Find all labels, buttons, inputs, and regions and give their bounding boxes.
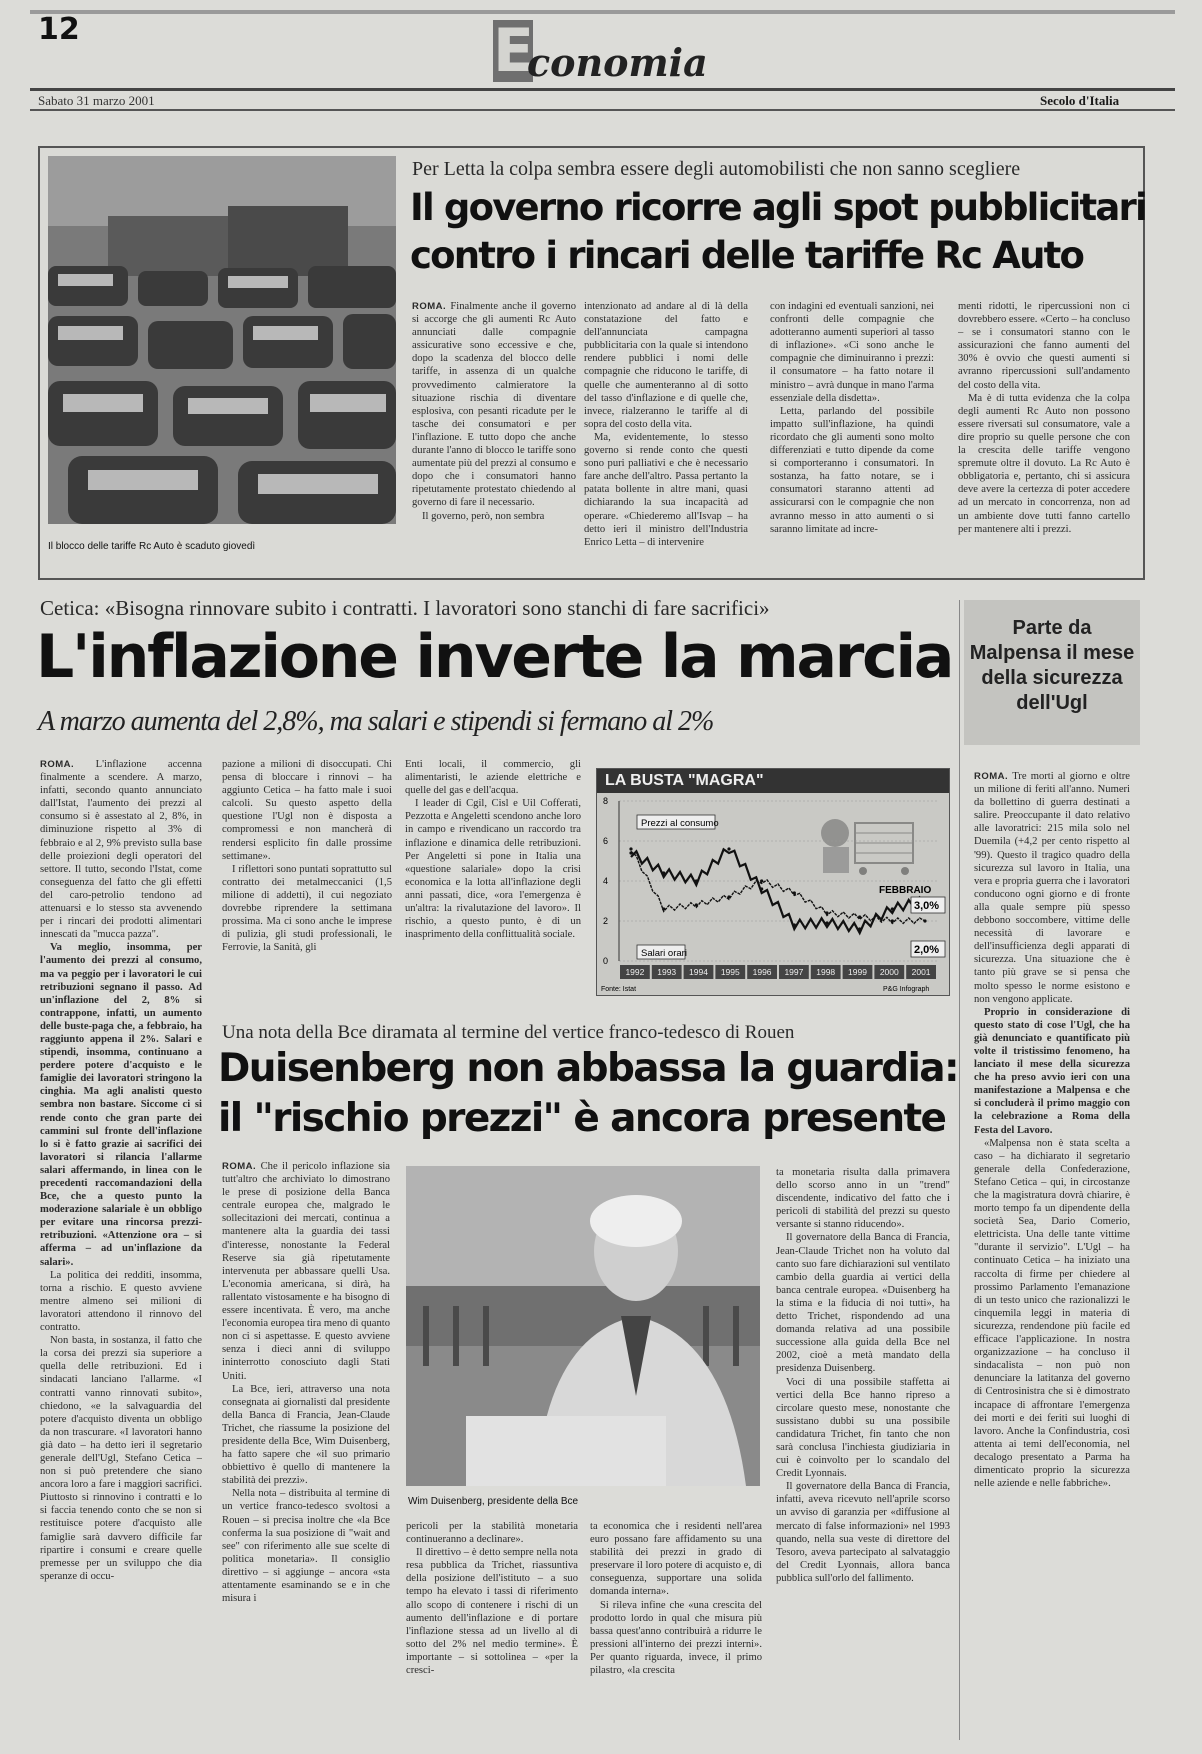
- paragraph: con indagini ed eventuali sanzioni, nei confronti delle compagnie che adotteranno aumenti superiori al tasso di inflazione». «Ci sono anche le compagnie che diminuiranno i prezzi: il consumatore – ha fatto notare il ministro – avrà dunque in mano l'arma essenziale della disdetta».: [770, 301, 934, 404]
- dateline: ROMA.: [222, 1161, 257, 1172]
- paragraph: Finalmente anche il governo si accorge che gli aumenti Rc Auto annunciati dalle compagnie assicurative sono eccessive e che, dopo la scadenza del blocco delle tariffe, in assenza di un qualche provvedimento calmieratore la situazione rischia di diventare esplosiva, con pesanti ricadute per le tasche dei consumatori e per l'inflazione. E tutto dopo che anche durante l'anno di blocco le tariffe sono aumentate più del prezzi al consumo e dopo che i consumatori hanno ripetutamente protestato chiedendo al governo di fare il necessario.: [412, 301, 576, 509]
- paragraph: ta economica che i residenti nell'area euro possano fare affidamento su una stabilità dei prezzi in grado di preservare il loro potere di acquisto e, di conseguenza, supportare una solida domanda interna».: [590, 1521, 762, 1598]
- traffic-jam-image: [48, 156, 396, 524]
- data-point: [695, 903, 698, 906]
- paragraph: Proprio in considerazione di questo stato di cose l'Ugl, che ha già denunciato e quantificato più volte il tristissimo fenomeno, ha lanciato il mese della sicurezza che ha preso avvio ieri con una manifestazione a Malpensa e che si concluderà il primo maggio con la celebrazione a Roma della Festa del Lavoro.: [974, 1006, 1130, 1136]
- data-point: [695, 879, 698, 882]
- data-point: [793, 891, 796, 894]
- article3-headline-2: il "rischio prezzi" è ancora presente: [218, 1096, 946, 1141]
- section-logo: [493, 16, 708, 86]
- paragraph: Tre morti al giorno e oltre un milione di feriti all'anno. Numeri da bollettino di guerra destinati a salire. Preoccupante il dato relativo alle lavoratrici: 215 mila solo nel Duemila (+4,2 per cento rispetto al '99). Questo il tragico quadro della sicurezza sul lavoro in Italia, una vera e propria guerra che i lavoratori conducono ogni giorno e di fronte alla quale sempre più spesso debbono soccombere, vittime delle necessità di lavorare e dell'insufficienza degli apparati di sicurezza. Una situazione che è tanto più grave se si pensa che molto spesso le norme esistono e non vengono applicate.: [974, 771, 1130, 1005]
- article3-kicker: Una nota della Bce diramata al termine del vertice franco-tedesco di Rouen: [222, 1022, 795, 1043]
- paragraph: ta monetaria risulta dalla primavera dello scorso anno in un "trend" discendente, indicativo del fatto che i pericoli di stabilità del prezzi su questo versante si stanno riducendo».: [776, 1167, 950, 1231]
- data-point: [858, 915, 861, 918]
- month-label: FEBBRAIO: [879, 885, 932, 896]
- x-tick-label: 1996: [752, 967, 772, 977]
- x-tick-label: 1999: [848, 967, 867, 977]
- article2-col3: [405, 758, 581, 1000]
- column-rule: [959, 600, 960, 1740]
- photo-caption-2: Wim Duisenberg, presidente della Bce: [408, 1496, 579, 1507]
- x-tick-label: 1994: [689, 967, 708, 977]
- article2-col1: [40, 758, 202, 1742]
- chart-title: LA BUSTA "MAGRA": [597, 769, 949, 793]
- paragraph: Ma è di tutta evidenza che la colpa degli aumenti Rc Auto non possono essere riversati sul consumatore, vale a dire proprio su quelle persone che con la crescita delle tariffe vengono spremute oltre il dovuto. La Rc Auto è obbligatoria e, pertanto, chi si assicura deve avere la certezza di poter accedere ad un mercato in concorrenza, non ad un ambiente dove tutti fanno cartello per mantenere alti i prezzi.: [958, 392, 1130, 535]
- portrait-image: [406, 1166, 760, 1486]
- date-line: Sabato 31 marzo 2001: [38, 93, 155, 108]
- data-point: [793, 923, 796, 926]
- article3-col1: [222, 1160, 390, 1740]
- dateline: ROMA.: [412, 301, 447, 312]
- paragraph: Si rileva infine che «una crescita del prodotto lordo in qual che misura più bassa quest'anno contribuirà a ridurre le pressioni all'interno dei prezzi interni». Per quanto riguarda, invece, il primo pilastro, «la crescita: [590, 1599, 762, 1677]
- article3-headline-1: Duisenberg non abbassa la guardia:: [218, 1046, 959, 1091]
- data-point: [662, 871, 665, 874]
- article1-kicker: Per Letta la colpa sembra essere degli automobilisti che non sanno scegliere: [412, 158, 1021, 180]
- header-rule-2: [30, 109, 1175, 111]
- y-tick-label: 2: [603, 916, 609, 926]
- traffic-photo: [48, 156, 396, 524]
- section-name: conomia: [527, 40, 708, 85]
- x-tick-label: 1993: [657, 967, 677, 977]
- paragraph: Il governo, però, non sembra: [422, 510, 545, 522]
- article3-col2: [406, 1520, 578, 1740]
- article1-col3: [770, 300, 934, 566]
- paragraph: La politica dei redditi, insomma, torna a rischio. E questo avviene mentre almeno sei milioni di lavoratori attendono il rinnovo del contratto.: [40, 1269, 202, 1334]
- photo-caption-1: Il blocco delle tariffe Rc Auto è scaduto giovedì: [48, 541, 256, 552]
- x-tick-label: 2000: [879, 967, 899, 977]
- paragraph: La Bce, ieri, attraverso una nota consegnata ai giornalisti dal presidente della Banca di Francia, Jean-Claude Trichet, che riassume la posizione del presidente della Bce, Wim Duisenberg, ha fatto sapere che «il suo primario obbiettivo è quello di mantenere la stabilità dei prezzi».: [222, 1383, 390, 1487]
- paragraph: «Malpensa non è stata scelta a caso – ha dichiarato il segretario generale della Confederazione, Stefano Cetica – qui, in circostanze che la magistratura dovrà chiarire, è morto tempo fa un dipendente della società Sea, Dario Comerio, elettricista. Una delle tante vittime "durante il servizio". L'Ugl – ha continuato Cetica – ha iniziato una raccolta di firme per chiedere al prossimo Parlamento l'emanazione di un testo unico che razionalizzi le cinquemila leggi in materia di sicurezza, rendendone più facile ed efficace l'applicazione. In nostra organizzazione – ha concluso il sindacalista – non può non denunciare la latitanza del governo di Centrosinistra che si è dimostrato incapace di affrontare l'emergenza dei morti e dei feriti sui luoghi di lavoro. Anche la Confindustria, così attenta ai temi dell'economia, nel decalogo presentato a Parma ha dimenticato proprio la sicurezza nelle aziende e nelle fabbriche».: [974, 1137, 1130, 1490]
- data-point: [825, 911, 828, 914]
- paragraph: Il governatore della Banca di Francia, infatti, aveva ricevuto nell'aprile scorso un avviso di garanzia per «diffusione al mercato di false informazioni» nel 1993 quando, nella sua veste di direttore del Tesoro, aveva partecipato al salvataggio del Credit Lyonnais, allora banca pubblica sull'orlo del fallimento.: [776, 1481, 950, 1584]
- wages-end-label: 2,0%: [914, 944, 940, 956]
- paragraph: pazione a milioni di disoccupati. Chi pensa di bloccare i rinnovi – ha aggiunto Cetica – ha fatto male i suoi calcoli. Su questo aspetto della questione l'Ugl non è disposta a compromessi e non mancherà di rendersi esplicito fin dalle prossime settimane».: [222, 759, 392, 862]
- dateline: ROMA.: [40, 759, 75, 770]
- sidebar-headline: Parte da Malpensa il mese della sicurezza dell'Ugl: [969, 617, 1135, 714]
- paragraph: Che il pericolo inflazione sia tutt'altro che archiviato lo dimostrano le prese di posizione della Banca centrale europea che, malgrado le sollecitazioni dei mercati, continua a mantenere alta la guardia dei tassi d'interesse, nonostante la Federal Reserve sia già ripetutamente intervenuta per abbassare quelli Usa. L'economia americana, si dirà, ha rallentato vistosamente e ha bisogno di essere incentivata. È vero, ma anche l'economia europea tira meno di quanto non ci si aspettasse. E questo avviene senza i dieci anni di sviluppo ininterrotto conosciuto dagli Stati Uniti.: [222, 1161, 390, 1382]
- paragraph: I leader di Cgil, Cisl e Uil Cofferati, Pezzotta e Angeletti scendono anche loro in campo e rivendicano un raccordo tra inflazione e dinamica delle retribuzioni. Per Angeletti si pone in Italia una «questione salariale» dopo la crisi economica e la lotta all'inflazione degli anni passati, dice, «ora l'emergenza è un'altra: la rivalutazione del lavoro». Il rischio, a questo punto, è di un inasprimento della conflittualità sociale.: [405, 798, 581, 941]
- article2-subhead: A marzo aumenta del 2,8%, ma salari e stipendi si fermano al 2%: [38, 706, 714, 737]
- sidebar-text: [974, 770, 1130, 1740]
- y-tick-label: 6: [603, 836, 609, 846]
- dateline: ROMA.: [974, 771, 1009, 782]
- x-tick-label: 2001: [911, 967, 931, 977]
- paragraph: I riflettori sono puntati soprattutto sul contratto dei metalmeccanici (1,5 milione di addetti), il cui negoziato dovrebbe riprendere la settimana prossima. Ma ci sono anche le imprese di pulizia, gli studi professionali, le Ferrovie, la Sanità, gli: [222, 863, 392, 954]
- y-tick-label: 4: [603, 876, 609, 886]
- data-point: [727, 895, 730, 898]
- paragraph: Voci di una possibile staffetta ai vertici della Bce hanno ripreso a circolare questo mese, nonostante che sussistano dubbi su una possibile candidatura Trichet, fin tanto che non sarà conclusa l'inchiesta giudiziaria in cui è coinvolto per lo scandalo del Credit Lyonnais.: [776, 1376, 950, 1480]
- article2-col2: [222, 758, 392, 1000]
- section-initial: E: [493, 16, 534, 86]
- header-rule: [30, 88, 1175, 91]
- paragraph: Ma, evidentemente, lo stesso governo si rende conto che questi sono puri palliativi e che è necessario fare anche dell'altro. Passa pertanto la patata bollente in altre mani, quasi dichiarando la sua incapacità ad operare. «Chiederemo all'Isvap – ha detto ieri il ministro dell'Industria Enrico Letta – di intervenire: [584, 431, 748, 548]
- duisenberg-photo: [406, 1166, 760, 1486]
- paragraph: pericoli per la stabilità monetaria continueranno a declinare».: [406, 1521, 578, 1546]
- data-point: [923, 919, 926, 922]
- data-point: [891, 919, 894, 922]
- data-point: [825, 921, 828, 924]
- busta-magra-chart: [596, 768, 950, 996]
- paragraph: intenzionato ad andare al di là della constatazione del fatto e dell'annunciata campagna pubblicitaria con la quale si intendono rendere pubblici i nomi delle compagnie che riducono le tariffe, di quelle che aumenteranno al di sotto del tasso d'inflazione e di quelle che, invece, rialzeranno le tariffe al di sopra del costo della vita.: [584, 301, 748, 430]
- paragraph: L'inflazione accenna finalmente a scendere. A marzo, infatti, secondo quanto annunciato dall'Istat, l'aumento dei prezzi al consumo si è assestato al 2, 8%, in diminuzione rispetto al 3% di febbraio e al 2, 9% previsto sulla base delle proiezioni degli operatori del settore. Il tutto, secondo l'Istat, come conseguenza del fatto che gli effetti del caro-petrolio tendono ad attenuarsi e lo stesso sta avvenendo per i rincari dei prodotti alimentari innescati da "mucca pazza".: [40, 759, 202, 941]
- x-tick-label: 1997: [784, 967, 804, 977]
- x-tick-label: 1998: [816, 967, 836, 977]
- paragraph: Non basta, in sostanza, il fatto che la corsa dei prezzi sia superiore a quella delle retribuzioni. Ed i sindacati lanciano l'allarme. «I contratti vanno rinnovati subito», chiedono, «e la salvaguardia del potere d'acquisto diventa un obbligo da non trascurare. «I lavoratori hanno già dato – ha detto ieri il segretario generale dell'Ugl, Stefano Cetica – non si può pretendere che siano ancora loro a fare i maggiori sacrifici. Piuttosto si rinnovino i contratti e lo si faccia tenendo conto che se non si restituisce potere d'acquisto alle famiglie sarà davvero difficile far ripartire i consumi e creare quelle premesse per un sviluppo che dia speranze di occu-: [40, 1335, 202, 1582]
- article1-col2: [584, 300, 748, 566]
- data-point: [858, 927, 861, 930]
- chart-credit: P&G Infograph: [883, 986, 930, 993]
- article3-col4: [776, 1166, 950, 1740]
- prices-end-label: 3,0%: [914, 900, 940, 912]
- article1-col1: [412, 300, 576, 566]
- data-point: [760, 887, 763, 890]
- article1-headline-2: contro i rincari delle tariffe Rc Auto: [410, 234, 1084, 277]
- paragraph: Il governatore della Banca di Francia, Jean-Claude Trichet non ha voluto dal canto suo fare dichiarazioni sul ventilato cambio della guardia ai vertici della banca centrale europea. «Duisenberg ha la stima e la fiducia di noi tutti», ha detto Trichet, rispondendo ad una domanda relativa ad una possibile successione alla guida della Bce nel 2002, cioè a metà mandato della presidenza Duisenberg.: [776, 1232, 950, 1375]
- data-point: [760, 879, 763, 882]
- chart-plot: [597, 793, 949, 995]
- y-tick-label: 8: [603, 796, 609, 806]
- paragraph: menti ridotti, le ripercussioni non ci dovrebbero essere. «Certo – ha concluso – se i consumatori stanno con le assicurazioni che fanno aumenti del 30% è ovvio che questi aumenti si avranno ripercussioni sull'andamento del costo della vita.: [958, 301, 1130, 391]
- chart-source: Fonte: Istat: [601, 986, 637, 993]
- paragraph: Enti locali, il commercio, gli alimentaristi, le aziende elettriche e quelle del gas e dell'acqua.: [405, 759, 581, 797]
- article1-col4: [958, 300, 1130, 566]
- y-tick-label: 0: [603, 956, 609, 966]
- paragraph: Il direttivo – è detto sempre nella nota resa pubblica da Trichet, riassuntiva della posizione dell'istituto – a suo tempo ha elevato i tassi di riferimento allo scopo di contenere i rischi di un aumento dell'inflazione e di portare l'inflazione stessa ad un livello al di sotto del 2% nel medio termine». È importante – si sottolinea – «per la cresci-: [406, 1547, 578, 1677]
- paragraph: Nella nota – distribuita al termine di un vertice franco-tedesco svoltosi a Rouen – si precisa inoltre che «la Bce conferma la sua posizione di "wait and see" con riferimento alle sue scelte di politica monetaria». Il consiglio direttivo – si aggiunge – ancora «sta attentamente esaminando se e in che misura i: [222, 1488, 390, 1605]
- data-point: [629, 847, 632, 850]
- article3-col3: [590, 1520, 762, 1740]
- data-point: [891, 907, 894, 910]
- article1-headline-1: Il governo ricorre agli spot pubblicitari: [410, 186, 1146, 229]
- top-rule: [30, 10, 1175, 14]
- x-tick-label: 1992: [625, 967, 645, 977]
- data-point: [662, 907, 665, 910]
- paragraph: Letta, parlando del possibile impatto sull'inflazione, ha quindi ricordato che gli aumenti sono molto differenziati e tutto dipende da come si comporteranno i consumatori. In sostanza, ha fatto notare, se i consumatori staranno attenti ad assicurarsi con le compagnie che non avranno messo in atto aumenti o si saranno limitate ad incre-: [770, 405, 934, 535]
- data-point: [727, 847, 730, 850]
- article2-kicker: Cetica: «Bisogna rinnovare subito i contratti. I lavoratori sono stanchi di fare sacrifici»: [40, 596, 770, 620]
- legend-wages: Salari orari: [641, 948, 687, 959]
- article2-headline: L'inflazione inverte la marcia: [36, 622, 953, 692]
- page-number: 12: [38, 12, 80, 47]
- paragraph: Va meglio, insomma, per l'aumento dei prezzi al consumo, ma va peggio per i lavoratori le cui retribuzioni segnano il passo. Ad un'inflazione del 2, 8% si contrappone, infatti, un aumento delle buste-paga che, a febbraio, ha raggiunto appena il 2%. Salari e stipendi, insomma, continuano a perdere potere d'acquisto e le famiglie dei lavoratori stringono la cinghia. Ma agli analisti questo sembra non bastare. Siccome ci si rende conto che gran parte dei cammini sul fronte dell'inflazione lo si è fatto grazie ai sacrifici dei lavoratori si rilancia l'allarme salari affermando, in linea con le precedenti raccomandazioni della Bce, che a questo punto la moderazione salariale è un obbligo per evitare una rincorsa prezzi-retribuzioni. «Attenzione ora – si afferma – ad un'inflazione da salari».: [40, 942, 202, 1268]
- x-tick-label: 1995: [720, 967, 740, 977]
- paper-name: Secolo d'Italia: [1040, 93, 1120, 108]
- legend-prices: Prezzi al consumo: [641, 818, 719, 829]
